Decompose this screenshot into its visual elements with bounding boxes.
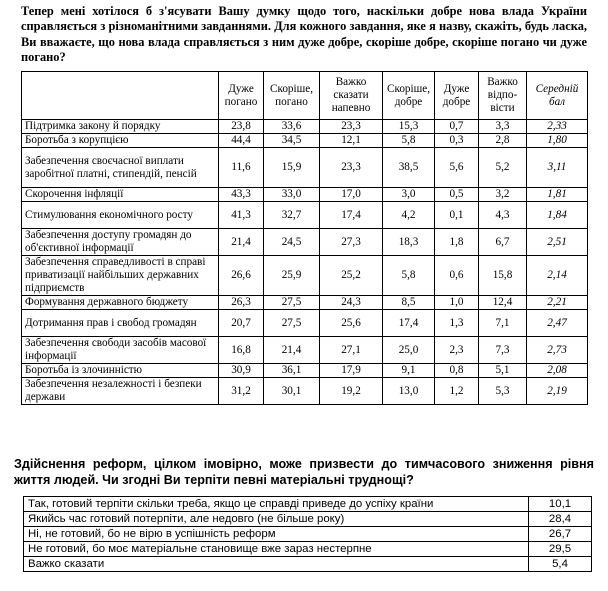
percentage-cell: 17,9 bbox=[320, 364, 383, 378]
table-row bbox=[22, 229, 588, 256]
column-header: Дуже добре bbox=[435, 72, 479, 120]
average-score: 2,21 bbox=[527, 296, 588, 310]
column-header: Скоріше, погано bbox=[264, 72, 320, 120]
percentage-cell: 11,6 bbox=[219, 148, 264, 188]
percentage-cell: 19,2 bbox=[320, 378, 383, 405]
table-row bbox=[22, 296, 588, 310]
answer-percentage: 29,5 bbox=[529, 542, 592, 557]
row-label: Забезпечення своєчасної виплати заробітної платні, стипендій, пенсій bbox=[22, 148, 219, 188]
row-label: Скорочення інфляції bbox=[22, 188, 219, 202]
percentage-cell: 43,3 bbox=[219, 188, 264, 202]
percentage-cell: 17,4 bbox=[383, 310, 435, 337]
percentage-cell: 0,7 bbox=[435, 120, 479, 134]
percentage-cell: 21,4 bbox=[219, 229, 264, 256]
percentage-cell: 24,3 bbox=[320, 296, 383, 310]
survey-question-1: Тепер мені хотілося б з'ясувати Вашу думку щодо того, наскільки добре нова влада України справляється з різноманітними завданнями. Для кожного завдання, яке я назву, скажіть, будь ласка, Ви вважаєте, що нова влада справляється з ним дуже добре, скоріше добре, скоріше погано чи дуже погано? bbox=[21, 4, 587, 64]
percentage-cell: 33,6 bbox=[264, 120, 320, 134]
percentage-cell: 44,4 bbox=[219, 134, 264, 148]
row-label: Забезпечення справедливості в справі приватизації найбільших державних підприємств bbox=[22, 256, 219, 296]
percentage-cell: 7,3 bbox=[479, 337, 527, 364]
row-label: Забезпечення доступу громадян до об'єктивної інформації bbox=[22, 229, 219, 256]
percentage-cell: 3,2 bbox=[479, 188, 527, 202]
percentage-cell: 5,6 bbox=[435, 148, 479, 188]
percentage-cell: 15,8 bbox=[479, 256, 527, 296]
hardship-readiness-table bbox=[23, 496, 592, 572]
table-row bbox=[24, 512, 592, 527]
table-row bbox=[24, 497, 592, 512]
percentage-cell: 26,3 bbox=[219, 296, 264, 310]
percentage-cell: 30,9 bbox=[219, 364, 264, 378]
average-score: 1,81 bbox=[527, 188, 588, 202]
percentage-cell: 15,3 bbox=[383, 120, 435, 134]
answer-option: Важко сказати bbox=[24, 557, 529, 572]
percentage-cell: 34,5 bbox=[264, 134, 320, 148]
percentage-cell: 25,9 bbox=[264, 256, 320, 296]
percentage-cell: 8,5 bbox=[383, 296, 435, 310]
table-row bbox=[24, 527, 592, 542]
percentage-cell: 1,0 bbox=[435, 296, 479, 310]
percentage-cell: 12,4 bbox=[479, 296, 527, 310]
answer-option: Не готовий, бо моє матеріальне становище вже зараз нестерпне bbox=[24, 542, 529, 557]
header-blank bbox=[22, 72, 219, 120]
row-label: Забезпечення свободи засобів масової інформації bbox=[22, 337, 219, 364]
table-row bbox=[22, 337, 588, 364]
percentage-cell: 27,5 bbox=[264, 296, 320, 310]
answer-option: Якийсь час готовий потерпіти, але недовго (не більше року) bbox=[24, 512, 529, 527]
table-row bbox=[24, 557, 592, 572]
percentage-cell: 0,6 bbox=[435, 256, 479, 296]
row-label: Формування державного бюджету bbox=[22, 296, 219, 310]
average-score: 2,08 bbox=[527, 364, 588, 378]
percentage-cell: 25,6 bbox=[320, 310, 383, 337]
percentage-cell: 25,2 bbox=[320, 256, 383, 296]
answer-option: Так, готовий терпіти скільки треба, якщо це справді приведе до успіху країни bbox=[24, 497, 529, 512]
average-score: 3,11 bbox=[527, 148, 588, 188]
percentage-cell: 5,3 bbox=[479, 378, 527, 405]
percentage-cell: 9,1 bbox=[383, 364, 435, 378]
row-label: Стимулювання економічного росту bbox=[22, 202, 219, 229]
percentage-cell: 24,5 bbox=[264, 229, 320, 256]
percentage-cell: 41,3 bbox=[219, 202, 264, 229]
answer-option: Ні, не готовий, бо не вірю в успішність реформ bbox=[24, 527, 529, 542]
row-label: Боротьба з корупцією bbox=[22, 134, 219, 148]
percentage-cell: 3,0 bbox=[383, 188, 435, 202]
table-row bbox=[22, 364, 588, 378]
row-label: Підтримка закону й порядку bbox=[22, 120, 219, 134]
average-score: 2,73 bbox=[527, 337, 588, 364]
row-label: Забезпечення незалежності і безпеки держави bbox=[22, 378, 219, 405]
percentage-cell: 0,8 bbox=[435, 364, 479, 378]
percentage-cell: 17,4 bbox=[320, 202, 383, 229]
percentage-cell: 32,7 bbox=[264, 202, 320, 229]
percentage-cell: 0,3 bbox=[435, 134, 479, 148]
percentage-cell: 30,1 bbox=[264, 378, 320, 405]
average-score: 2,47 bbox=[527, 310, 588, 337]
percentage-cell: 23,3 bbox=[320, 120, 383, 134]
percentage-cell: 20,7 bbox=[219, 310, 264, 337]
percentage-cell: 5,8 bbox=[383, 134, 435, 148]
header-row bbox=[22, 72, 588, 120]
percentage-cell: 16,8 bbox=[219, 337, 264, 364]
column-header: Скоріше, добре bbox=[383, 72, 435, 120]
table-row bbox=[22, 310, 588, 337]
percentage-cell: 0,5 bbox=[435, 188, 479, 202]
average-score: 1,84 bbox=[527, 202, 588, 229]
percentage-cell: 27,1 bbox=[320, 337, 383, 364]
average-score: 1,80 bbox=[527, 134, 588, 148]
percentage-cell: 5,8 bbox=[383, 256, 435, 296]
answer-percentage: 10,1 bbox=[529, 497, 592, 512]
column-header: Дуже погано bbox=[219, 72, 264, 120]
percentage-cell: 27,3 bbox=[320, 229, 383, 256]
average-score: 2,51 bbox=[527, 229, 588, 256]
percentage-cell: 15,9 bbox=[264, 148, 320, 188]
percentage-cell: 13,0 bbox=[383, 378, 435, 405]
percentage-cell: 5,2 bbox=[479, 148, 527, 188]
percentage-cell: 1,2 bbox=[435, 378, 479, 405]
percentage-cell: 26,6 bbox=[219, 256, 264, 296]
answer-percentage: 5,4 bbox=[529, 557, 592, 572]
percentage-cell: 23,8 bbox=[219, 120, 264, 134]
table-row bbox=[24, 542, 592, 557]
column-header-average: Середній бал bbox=[527, 72, 588, 120]
table-row bbox=[22, 134, 588, 148]
average-score: 2,33 bbox=[527, 120, 588, 134]
row-label: Дотримання прав і свобод громадян bbox=[22, 310, 219, 337]
task-assessment-table bbox=[21, 71, 588, 405]
answer-percentage: 26,7 bbox=[529, 527, 592, 542]
percentage-cell: 23,3 bbox=[320, 148, 383, 188]
percentage-cell: 7,1 bbox=[479, 310, 527, 337]
percentage-cell: 33,0 bbox=[264, 188, 320, 202]
table-row bbox=[22, 148, 588, 188]
table-row bbox=[22, 256, 588, 296]
table-row bbox=[22, 188, 588, 202]
percentage-cell: 4,2 bbox=[383, 202, 435, 229]
percentage-cell: 2,8 bbox=[479, 134, 527, 148]
percentage-cell: 25,0 bbox=[383, 337, 435, 364]
percentage-cell: 5,1 bbox=[479, 364, 527, 378]
percentage-cell: 1,8 bbox=[435, 229, 479, 256]
percentage-cell: 31,2 bbox=[219, 378, 264, 405]
percentage-cell: 27,5 bbox=[264, 310, 320, 337]
percentage-cell: 17,0 bbox=[320, 188, 383, 202]
percentage-cell: 18,3 bbox=[383, 229, 435, 256]
table-row bbox=[22, 120, 588, 134]
row-label: Боротьба із злочинністю bbox=[22, 364, 219, 378]
percentage-cell: 38,5 bbox=[383, 148, 435, 188]
percentage-cell: 0,1 bbox=[435, 202, 479, 229]
percentage-cell: 4,3 bbox=[479, 202, 527, 229]
percentage-cell: 21,4 bbox=[264, 337, 320, 364]
percentage-cell: 6,7 bbox=[479, 229, 527, 256]
average-score: 2,14 bbox=[527, 256, 588, 296]
column-header: Важко сказати напевно bbox=[320, 72, 383, 120]
answer-percentage: 28,4 bbox=[529, 512, 592, 527]
percentage-cell: 12,1 bbox=[320, 134, 383, 148]
table-row bbox=[22, 378, 588, 405]
percentage-cell: 36,1 bbox=[264, 364, 320, 378]
column-header: Важко відпо-вісти bbox=[479, 72, 527, 120]
average-score: 2,19 bbox=[527, 378, 588, 405]
percentage-cell: 2,3 bbox=[435, 337, 479, 364]
percentage-cell: 3,3 bbox=[479, 120, 527, 134]
survey-question-2: Здійснення реформ, цілком імовірно, може призвести до тимчасового зниження рівня життя людей. Чи згодні Ви терпіти певні матеріальні труднощі? bbox=[14, 457, 594, 487]
percentage-cell: 1,3 bbox=[435, 310, 479, 337]
table-row bbox=[22, 202, 588, 229]
